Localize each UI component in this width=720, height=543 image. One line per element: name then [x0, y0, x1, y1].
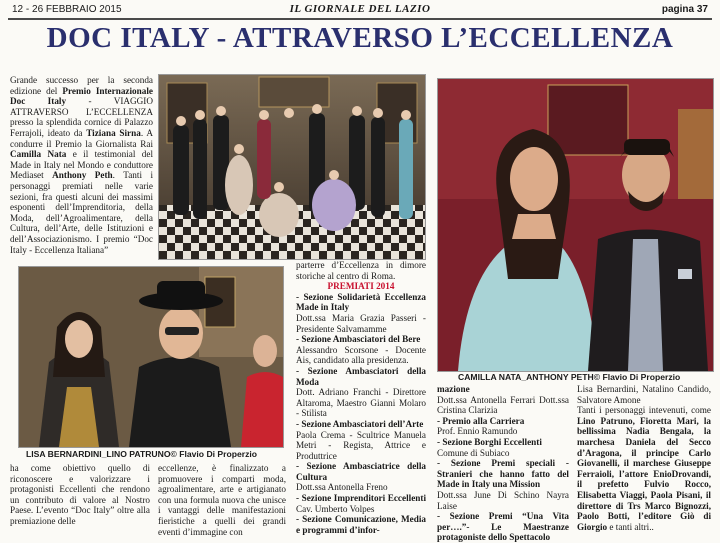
- caption-right-photo: CAMILLA NATA_ANTHONY PETH© Flavio Di Properzio: [458, 372, 681, 382]
- photo-bernardini-patruno: [18, 266, 284, 448]
- col3-award: - Sezione Ambasciatori della Moda Dott. Adriano Franchi - Direttore Altaroma, Maestro Gianni Molaro - Stilista: [296, 365, 426, 419]
- intro-text: Grande successo per la seconda edizione del Premio Internazionale Doc Italy - VIAGGIO ATTRAVERSO L’ECCELLENZA presso la splendida cornice di Palazzo Ferrajoli, ideato da Tiziana Sirna. A condurre il Premio la Giornalista Rai Camilla Nata e il testimonial del Made in Italy nel Mondo e conduttore Mediaset Anthony Peth. Tanti i personaggi premiati nelle varie sezioni, fra questi alcuni dei massimi esponenti dell’Imprenditoria, della Moda, dell’Agroalimentare, della Cultura, dell’Arte, delle Istituzioni e dell’Associazionismo. I premio “Doc Italy - Eccellenza Italiana”: [10, 75, 154, 255]
- col5-guests: Tanti i personaggi intevenuti, come Lino Patruno, Fioretta Mari, la bellissima Nadia Bengala, la marchesa Daniela del Secco d’Aragona, il principe Carlo Giovanelli, il marchese Giuseppe Ferraioli, l’attore EnioDrovandi, il prefetto Fulvio Rocco, Elisabetta Viaggi, Paola Pisani, il direttore di Trs Marco Bignozzi, Paolo Botti, l’editore Giò di Giorgio e tanti altri..: [577, 405, 711, 532]
- premiati-list-col4: [437, 384, 569, 543]
- col4-award: mazione Dott.ssa Antonella Ferrari Dott.ssa Cristina Clarizia: [437, 384, 569, 416]
- col3-award: - Sezione Ambasciatori dell’Arte Paola Crema - Scultrice Manuela Metri - Regista, Attrice e Produttrice: [296, 418, 426, 461]
- article-text-col2-bottom: eccellenze, è finalizzato a promuovere i comparti moda, agroalimentare, arte e artigianato con una formula nuova che unisce i vantaggi delle manifestazioni fieristiche a quelli dei grandi eventi d’immagine con: [158, 463, 286, 537]
- col5-names: Lisa Bernardini, Natalino Candido, Salvatore Amone: [577, 384, 711, 405]
- caption-left-photo: LISA BERNARDINI_LINO PATRUNO© Flavio Di Properzio: [26, 449, 258, 459]
- col4-award: - Sezione Premi “Una Vita per….”- Le Maestranze protagoniste dello Spettacolo: [437, 511, 569, 543]
- article-text-col1-bottom: ha come obiettivo quello di riconoscere e valorizzare i protagonisti Eccellenti che rendono un contributo di valore al Nostro Paese. L’evento “Doc Italy” oltre alla premiazione delle: [10, 463, 150, 526]
- article-headline: DOC ITALY - ATTRAVERSO L’ECCELLENZA: [46, 22, 674, 54]
- col3-award: - Sezione Solidarietà Eccellenza Made in Italy Dott.ssa Maria Grazia Passeri - Presidente Salvamamme: [296, 291, 426, 334]
- page-number: pagina 37: [661, 4, 708, 15]
- col3-award: - Sezione Comunicazione, Media e programmi d’infor-: [296, 514, 426, 535]
- col4-award: - Premio alla Carriera Prof. Ennio Ramundo: [437, 415, 525, 437]
- col3-intro: parterre d’Eccellenza in dimore storiche al centro di Roma.: [296, 260, 426, 281]
- col3-award: - Sezione Imprenditori Eccellenti Cav. Umberto Volpes: [296, 493, 426, 514]
- group-photo: [158, 74, 426, 260]
- premiati-list-col3: [296, 260, 426, 535]
- premiati-heading: PREMIATI 2014: [327, 281, 395, 292]
- newspaper-name: IL GIORNALE DEL LAZIO: [289, 3, 431, 15]
- col3-award: - Sezione Ambasciatrice della Cultura Dott.ssa Antonella Freno: [296, 461, 426, 493]
- col3-award: - Sezione Ambasciatori del Bere Alessandro Scorsone - Docente Ais, candidato alla presidenza.: [296, 334, 426, 366]
- page-header: [8, 4, 712, 20]
- col4-award: - Sezione Premi speciali - Stranieri che hanno fatto del Made in Italy una Mission Dott.ssa June Di Schino Nayra Laise: [437, 458, 569, 511]
- issue-date: 12 - 26 FEBBRAIO 2015: [12, 4, 122, 15]
- article-text-col5: [577, 384, 711, 534]
- photo-nata-peth: [437, 78, 714, 372]
- col4-award: - Sezione Borghi Eccellenti Comune di Subiaco: [437, 436, 542, 458]
